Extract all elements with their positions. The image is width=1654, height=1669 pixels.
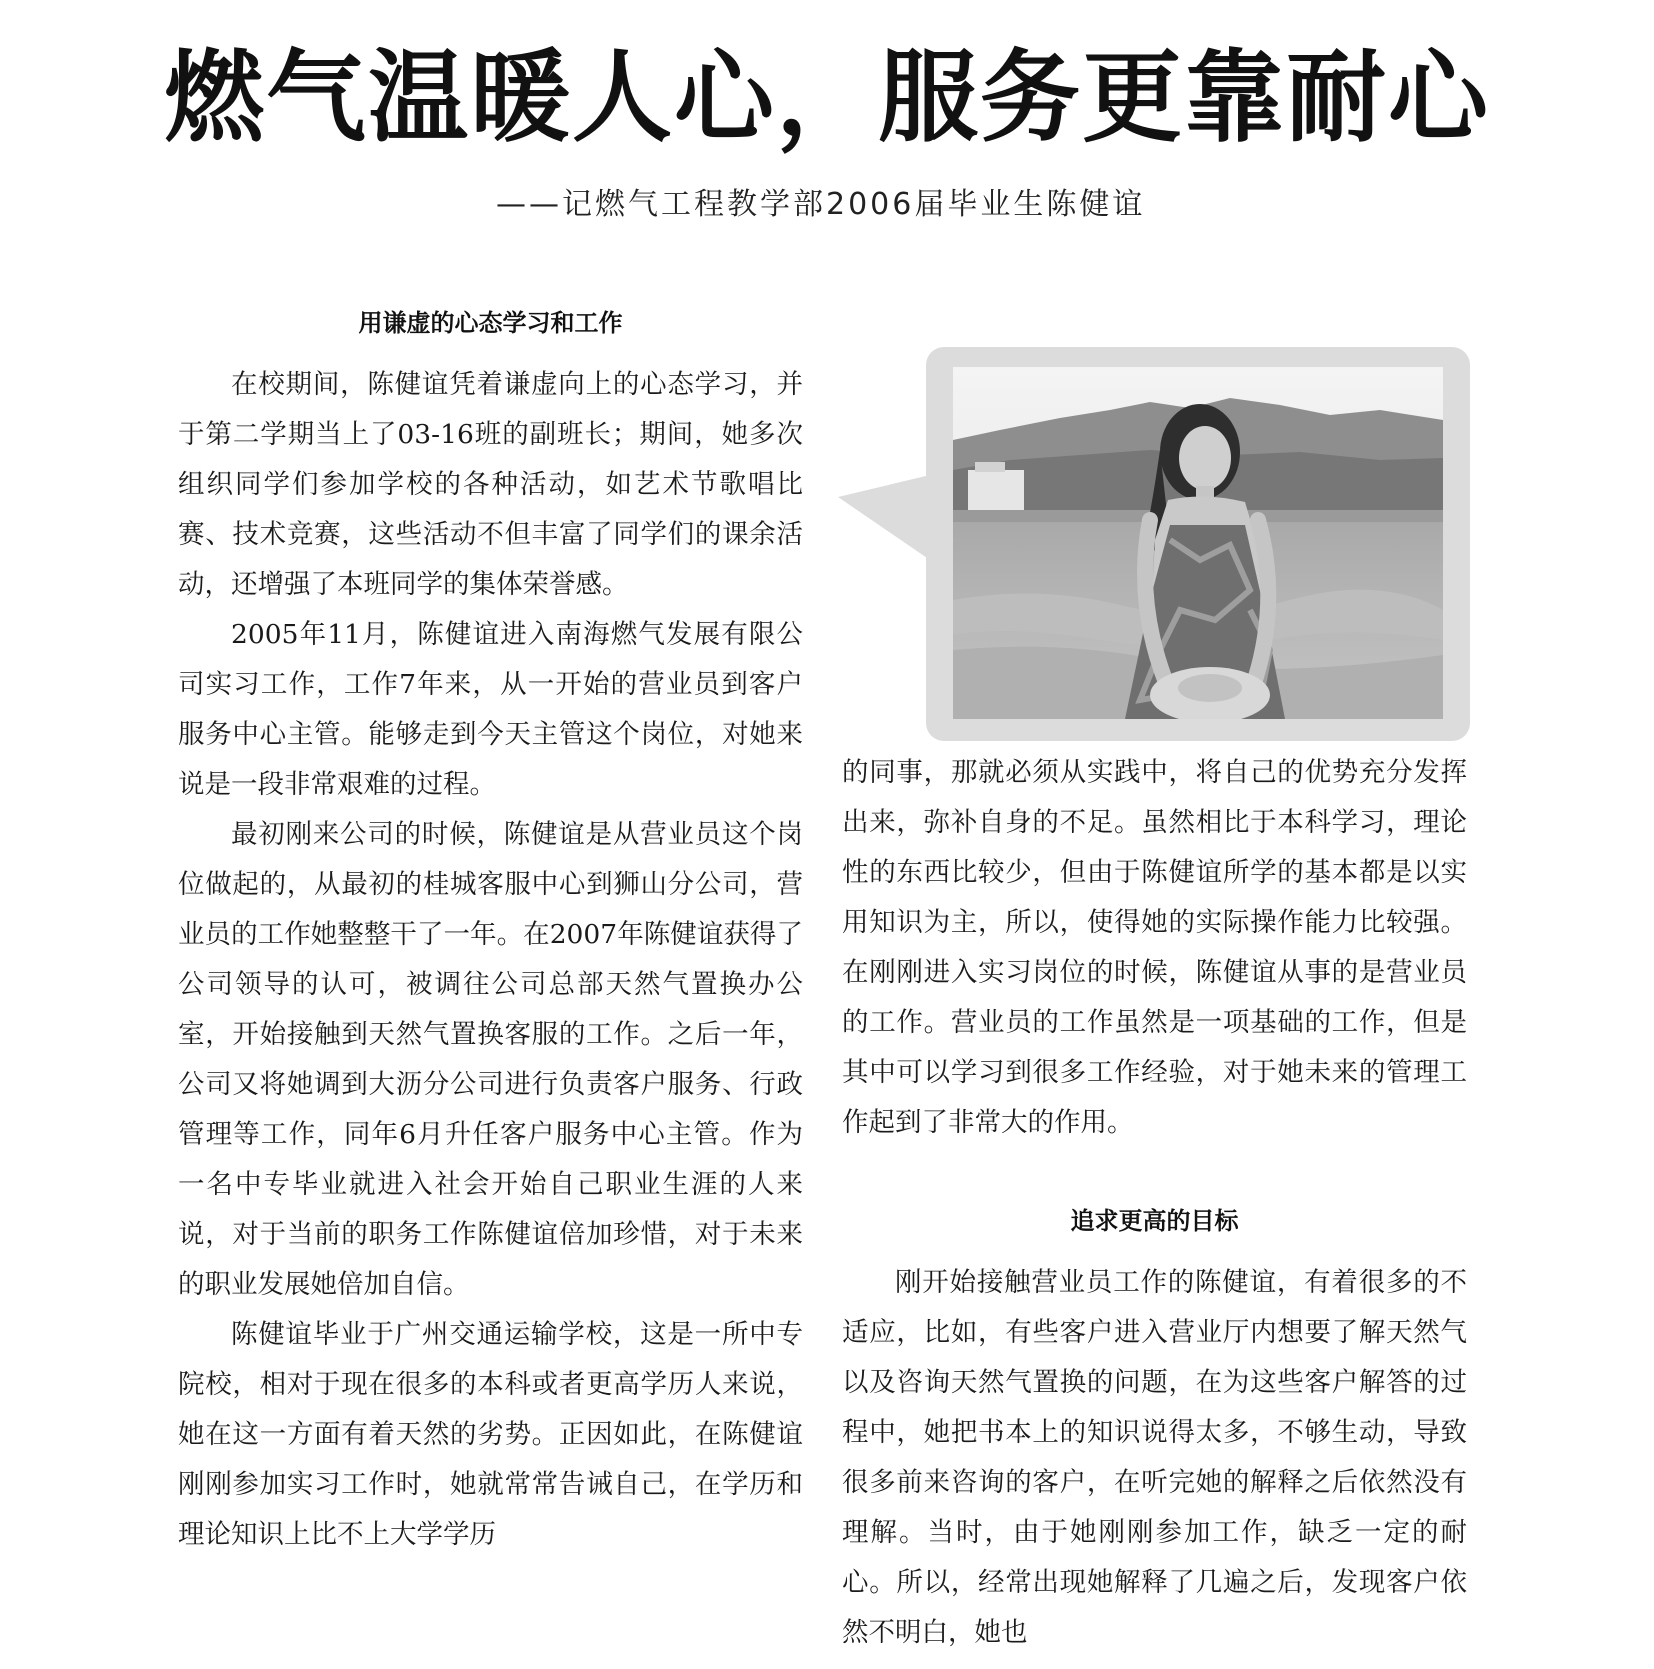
woman-by-the-sea-photo bbox=[953, 367, 1443, 723]
paragraph-4-continued: 的同事，那就必须从实践中，将自己的优势充分发挥出来，弥补自身的不足。虽然相比于本科学习，理论性的东西比较少，但由于陈健谊所学的基本都是以实用知识为主，所以，使得她的实际操作能力比较强。在刚刚进入实习岗位的时候，陈健谊从事的是营业员的工作。营业员的工作虽然是一项基础的工作，但是其中可以学习到很多工作经验，对于她未来的管理工作起到了非常大的作用。 bbox=[842, 757, 1467, 1138]
right-column-continuation bbox=[842, 748, 1467, 1148]
paragraph-1: 在校期间，陈健谊凭着谦虚向上的心态学习，并于第二学期当上了03-16班的副班长；期间，她多次组织同学们参加学校的各种活动，如艺术节歌唱比赛、技术竞赛，这些活动不但丰富了同学们的课余活动，还增强了本班同学的集体荣誉感。 bbox=[178, 369, 803, 600]
article-title: 燃气温暖人心，服务更靠耐心 bbox=[164, 39, 1490, 156]
paragraph-5: 刚开始接触营业员工作的陈健谊，有着很多的不适应，比如，有些客户进入营业厅内想要了解天然气以及咨询天然气置换的问题，在为这些客户解答的过程中，她把书本上的知识说得太多，不够生动，导致很多前来咨询的客户，在听完她的解释之后依然没有理解。当时，由于她刚刚参加工作，缺乏一定的耐心。所以，经常出现她解释了几遍之后，发现客户依然不明白，她也 bbox=[842, 1267, 1467, 1648]
right-column bbox=[842, 1258, 1467, 1658]
article-subtitle: ——记燃气工程教学部2006届毕业生陈健谊 bbox=[496, 187, 1146, 222]
paragraph-2: 2005年11月，陈健谊进入南海燃气发展有限公司实习工作，工作7年来，从一开始的营业员到客户服务中心主管。能够走到今天主管这个岗位，对她来说是一段非常艰难的过程。 bbox=[178, 619, 803, 800]
paragraph-4: 陈健谊毕业于广州交通运输学校，这是一所中专院校，相对于现在很多的本科或者更高学历人来说，她在这一方面有着天然的劣势。正因如此，在陈健谊刚刚参加实习工作时，她就常常告诫自己，在学历和理论知识上比不上大学学历 bbox=[178, 1319, 803, 1550]
speech-bubble-frame bbox=[838, 347, 1470, 741]
left-column bbox=[178, 360, 803, 1560]
section-heading-1: 用谦虚的心态学习和工作 bbox=[358, 309, 623, 337]
paragraph-3: 最初刚来公司的时候，陈健谊是从营业员这个岗位做起的，从最初的桂城客服中心到狮山分公司，营业员的工作她整整干了一年。在2007年陈健谊获得了公司领导的认可，被调往公司总部天然气置换办公室，开始接触到天然气置换客服的工作。之后一年，公司又将她调到大沥分公司进行负责客户服务、行政管理等工作，同年6月升任客户服务中心主管。作为一名中专毕业就进入社会开始自己职业生涯的人来说，对于当前的职务工作陈健谊倍加珍惜，对于未来的职业发展她倍加自信。 bbox=[178, 819, 803, 1300]
section-heading-2: 追求更高的目标 bbox=[1070, 1207, 1239, 1235]
